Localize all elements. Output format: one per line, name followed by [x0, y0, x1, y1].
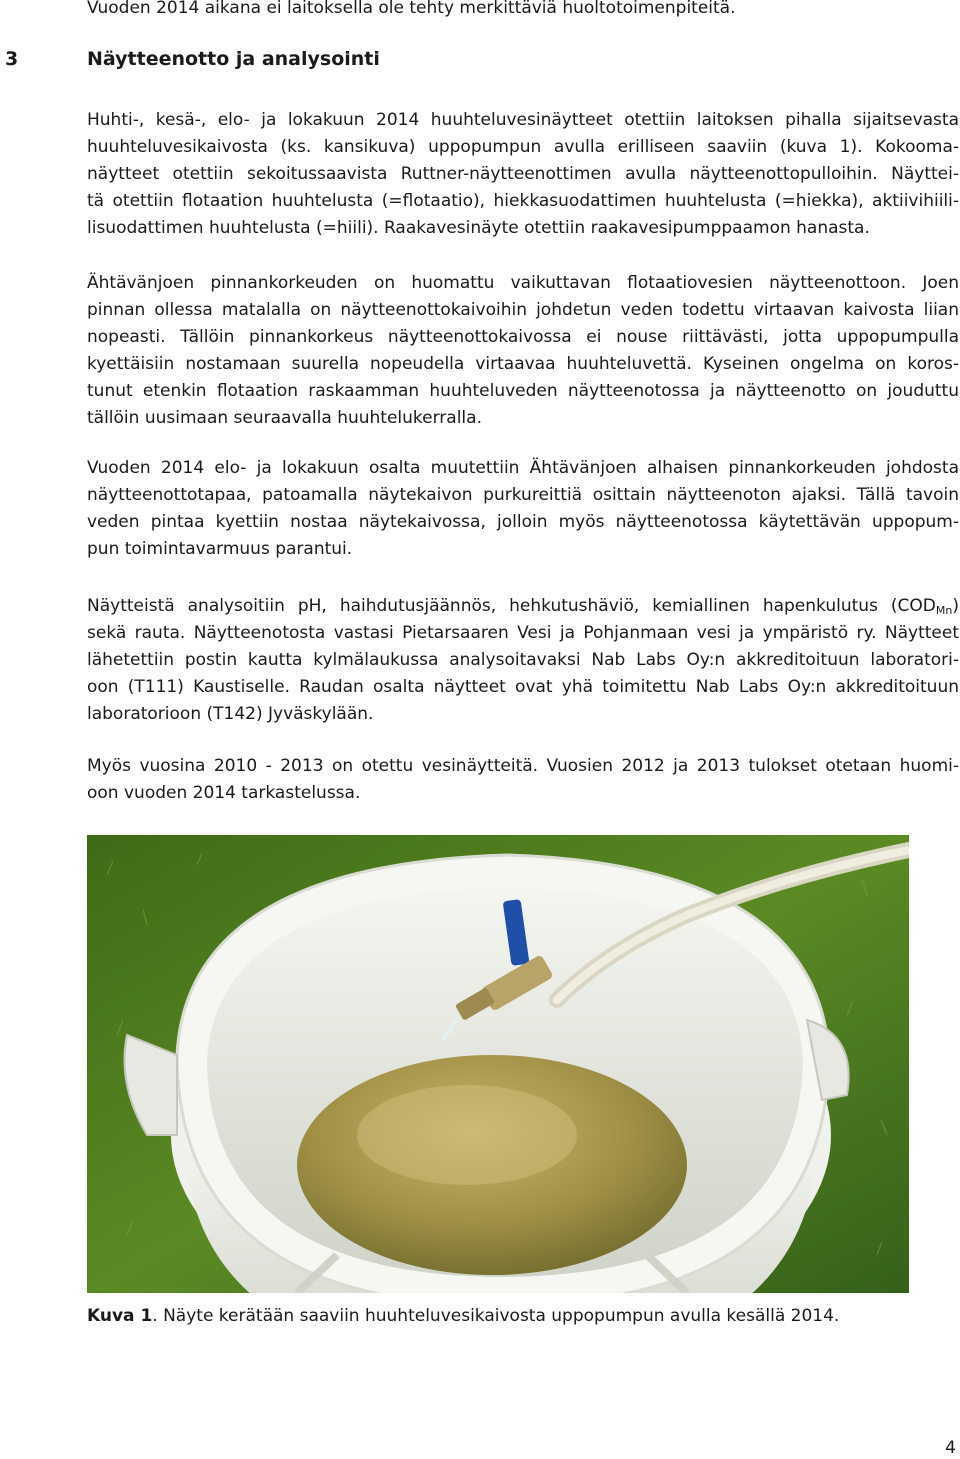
text-line: Vuoden 2014 elo- ja lokakuun osalta muutettiin Ähtävänjoen alhaisen pinnankorkeuden johdosta: [87, 458, 959, 478]
paragraph-water-level: [87, 270, 959, 432]
paragraph-previous-years: [87, 753, 959, 807]
intro-line: Vuoden 2014 aikana ei laitoksella ole tehty merkittäviä huoltotoimenpiteitä.: [87, 0, 736, 18]
text-line: Myös vuosina 2010 - 2013 on otettu vesinäytteitä. Vuosien 2012 ja 2013 tulokset otetaan huomi-: [87, 756, 959, 776]
text-line: kyettäisiin nostamaan suurella nopeudella virtaavaa huuhteluvettä. Kyseinen ongelma on koros-: [87, 354, 959, 374]
text-line: lähetettiin postin kautta kylmälaukussa analysoitavaksi Nab Labs Oy:n akkreditoituun laboratori-: [87, 650, 959, 670]
bucket-photo: [87, 835, 909, 1293]
text-line: näytteenottotapaa, patoamalla näytekaivon purkureittiä osittain näytteenoton ajaksi. Tällä tavoin: [87, 485, 959, 505]
text-line: Huhti-, kesä-, elo- ja lokakuun 2014 huuhteluvesinäytteet otettiin laitoksen pihalla sijaitsevasta: [87, 110, 959, 130]
text-line: tunut etenkin flotaation raskaamman huuhteluveden näytteenotossa ja näytteenotto on jouduttu: [87, 381, 959, 401]
text-line: pinnan ollessa matalalla on näytteenottokaivoihin johdetun veden todettu virtaavan kaivosta liian: [87, 300, 959, 320]
text-line: huuhteluvesikaivosta (ks. kansikuva) uppopumpun avulla erilliseen saaviin (kuva 1). Kokooma-: [87, 137, 959, 157]
section-number: 3: [5, 48, 19, 70]
paragraph-method-change: [87, 455, 959, 563]
intro-paragraph: [87, 0, 959, 22]
text-line: [87, 593, 959, 620]
page-number: 4: [945, 1438, 956, 1458]
text-fragment: Näytteistä analysoitiin pH, haihdutusjäännös, hehkutushäviö, kemiallinen hapenkulutus (COD: [87, 596, 936, 616]
text-line: nopeasti. Tällöin pinnankorkeus näytteenottokaivossa ei nouse riittävästi, jotta uppopumpulla: [87, 327, 959, 347]
text-line: pun toimintavarmuus parantui.: [87, 539, 353, 559]
text-line: lisuodattimen huuhtelusta (=hiili). Raakavesinäyte otettiin raakavesipumppaamon hanasta.: [87, 218, 870, 238]
text-line: oon vuoden 2014 tarkastelussa.: [87, 783, 361, 803]
subscript: Mn: [935, 604, 953, 617]
section-heading: [0, 44, 960, 74]
paragraph-sampling: [87, 107, 959, 242]
text-line: sekä rauta. Näytteenotosta vastasi Pietarsaaren Vesi ja Pohjanmaan vesi ja ympäristö ry. Näytteet: [87, 623, 959, 643]
text-line: tä otettiin flotaation huuhtelusta (=flotaatio), hiekkasuodattimen huuhtelusta (=hiekka), aktiivihiili-: [87, 191, 959, 211]
text-fragment: ): [952, 596, 959, 616]
text-line: Ähtävänjoen pinnankorkeuden on huomattu vaikuttavan flotaatiovesien näytteenottoon. Joen: [87, 273, 959, 293]
figure-caption: [87, 1303, 839, 1330]
paragraph-analysis: [87, 593, 959, 728]
text-line: laboratorioon (T142) Jyväskylään.: [87, 704, 374, 724]
text-line: tällöin uusimaan seuraavalla huuhtelukerralla.: [87, 408, 482, 428]
section-title: Näytteenotto ja analysointi: [87, 48, 380, 70]
caption-text: . Näyte kerätään saaviin huuhteluvesikaivosta uppopumpun avulla kesällä 2014.: [152, 1306, 840, 1326]
caption-label: Kuva 1: [87, 1306, 153, 1326]
text-line: oon (T111) Kaustiselle. Raudan osalta näytteet ovat yhä toimitettu Nab Labs Oy:n akkreditoituun: [87, 677, 959, 697]
text-line: näytteet otettiin sekoitussaavista Ruttner-näytteenottimen avulla näytteenottopulloihin. Näyttei-: [87, 164, 959, 184]
text-line: veden pintaa kyettiin nostaa näytekaivossa, jolloin myös näytteenotossa käytettävän uppopum-: [87, 512, 959, 532]
